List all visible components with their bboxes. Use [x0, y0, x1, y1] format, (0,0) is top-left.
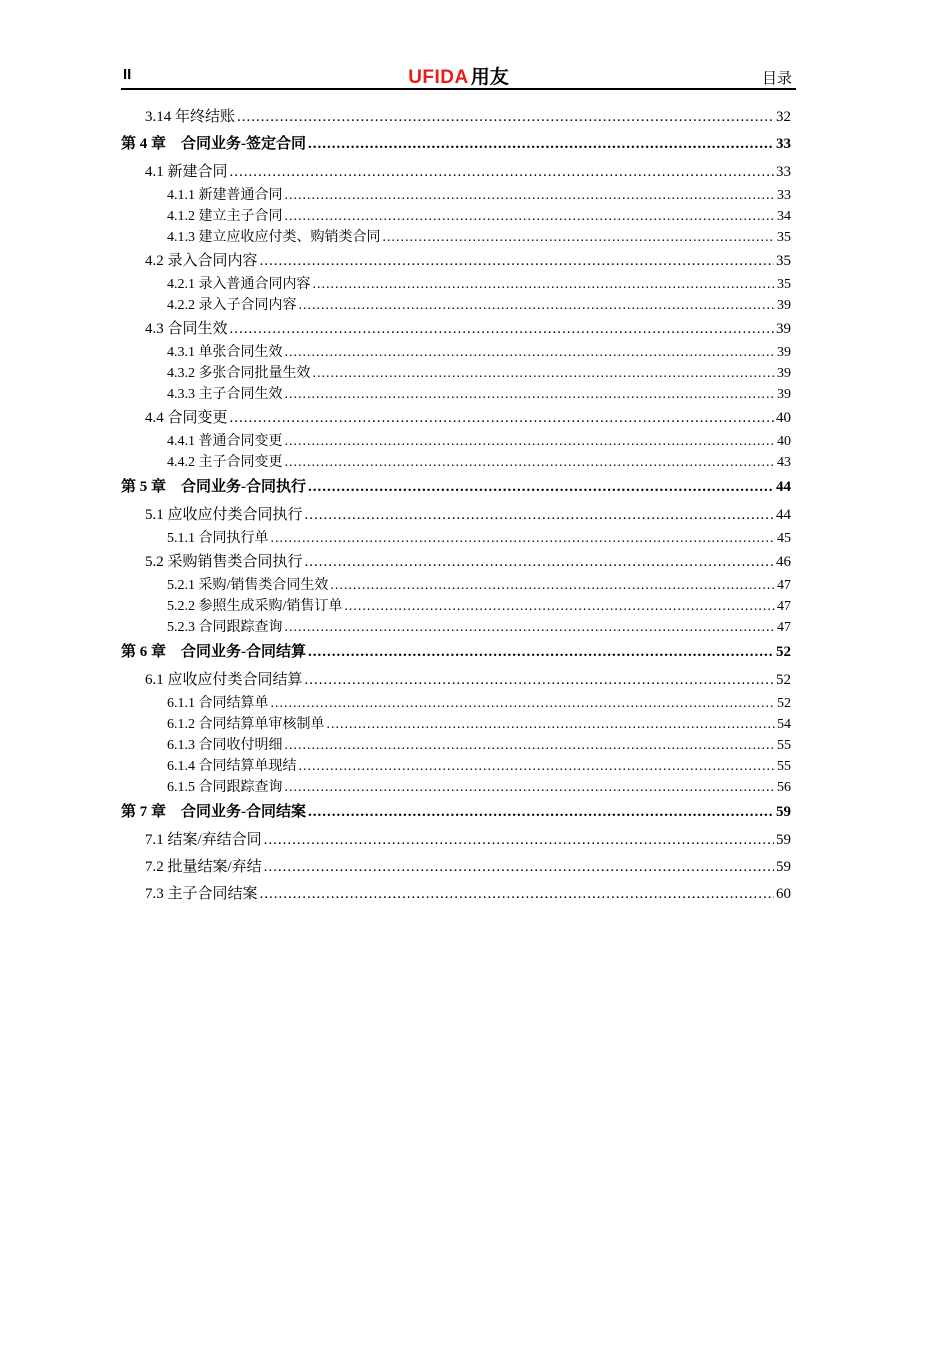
toc-dot-leader — [305, 667, 774, 693]
toc-dot-leader — [308, 798, 774, 827]
toc-entry-title: 第 4 章 合同业务-签定合同 — [121, 136, 306, 152]
toc-entry-title: 第 7 章 合同业务-合同结案 — [121, 804, 306, 820]
toc-section-entry[interactable] — [121, 667, 791, 693]
toc-entry-title: 3.14 年终结账 — [145, 109, 236, 125]
toc-entry-page: 55 — [777, 738, 791, 753]
toc-chapter-entry[interactable] — [121, 130, 791, 159]
toc-subsection-entry[interactable] — [121, 596, 791, 617]
toc-entry-title: 4.3 合同生效 — [145, 321, 228, 337]
toc-entry-title: 6.1.5 合同跟踪查询 — [167, 780, 283, 795]
toc-section-entry[interactable] — [121, 827, 791, 854]
toc-dot-leader — [285, 206, 776, 227]
toc-entry-page: 32 — [776, 109, 791, 125]
toc-dot-leader — [327, 714, 776, 735]
toc-section-entry[interactable] — [121, 854, 791, 881]
toc-entry-page: 40 — [777, 434, 791, 449]
toc-entry-page: 52 — [777, 696, 791, 711]
header-section-title: 目录 — [761, 71, 792, 87]
toc-entry-title: 4.1.1 新建普通合同 — [167, 188, 283, 203]
toc-dot-leader — [230, 316, 774, 342]
page-header — [121, 60, 796, 90]
toc-dot-leader — [264, 854, 774, 881]
toc-section-entry[interactable] — [121, 881, 791, 908]
toc-entry-page: 35 — [777, 230, 791, 245]
table-of-contents — [121, 104, 791, 908]
toc-dot-leader — [285, 735, 776, 756]
toc-entry-page: 60 — [776, 886, 791, 902]
toc-entry-page: 39 — [777, 298, 791, 313]
toc-entry-page: 33 — [777, 188, 791, 203]
toc-dot-leader — [308, 473, 774, 502]
toc-dot-leader — [260, 881, 774, 908]
toc-dot-leader — [285, 384, 776, 405]
toc-entry-title: 4.1.3 建立应收应付类、购销类合同 — [167, 230, 381, 245]
toc-dot-leader — [308, 130, 774, 159]
toc-dot-leader — [313, 274, 776, 295]
toc-subsection-entry[interactable] — [121, 227, 791, 248]
toc-dot-leader — [285, 342, 776, 363]
toc-subsection-entry[interactable] — [121, 575, 791, 596]
toc-subsection-entry[interactable] — [121, 617, 791, 638]
toc-entry-page: 59 — [776, 804, 791, 820]
toc-entry-page: 34 — [777, 209, 791, 224]
toc-entry-title: 4.4.2 主子合同变更 — [167, 455, 283, 470]
toc-entry-title: 5.2.1 采购/销售类合同生效 — [167, 578, 329, 593]
toc-subsection-entry[interactable] — [121, 295, 791, 316]
toc-entry-page: 59 — [776, 832, 791, 848]
toc-dot-leader — [344, 596, 775, 617]
toc-dot-leader — [285, 452, 776, 473]
ufida-logo — [121, 62, 796, 89]
toc-entry-title: 4.2.2 录入子合同内容 — [167, 298, 297, 313]
toc-entry-title: 6.1.3 合同收付明细 — [167, 738, 283, 753]
toc-dot-leader — [299, 756, 776, 777]
toc-subsection-entry[interactable] — [121, 274, 791, 295]
toc-entry-page: 39 — [777, 345, 791, 360]
toc-subsection-entry[interactable] — [121, 363, 791, 384]
toc-chapter-entry[interactable] — [121, 638, 791, 667]
toc-entry-page: 44 — [776, 479, 791, 495]
toc-section-entry[interactable] — [121, 502, 791, 528]
toc-entry-title: 第 6 章 合同业务-合同结算 — [121, 644, 306, 660]
toc-entry-page: 56 — [777, 780, 791, 795]
toc-dot-leader — [285, 431, 776, 452]
toc-subsection-entry[interactable] — [121, 342, 791, 363]
toc-entry-page: 52 — [776, 672, 791, 688]
toc-dot-leader — [285, 617, 776, 638]
toc-chapter-entry[interactable] — [121, 798, 791, 827]
toc-entry-page: 52 — [776, 644, 791, 660]
toc-subsection-entry[interactable] — [121, 528, 791, 549]
toc-section-entry[interactable] — [121, 549, 791, 575]
toc-section-entry[interactable] — [121, 159, 791, 185]
toc-subsection-entry[interactable] — [121, 735, 791, 756]
toc-entry-page: 47 — [777, 620, 791, 635]
toc-entry-title: 7.3 主子合同结案 — [145, 886, 258, 902]
toc-dot-leader — [237, 104, 774, 130]
toc-entry-title: 4.2 录入合同内容 — [145, 253, 258, 269]
toc-entry-page: 47 — [777, 599, 791, 614]
toc-entry-title: 4.3.1 单张合同生效 — [167, 345, 283, 360]
toc-subsection-entry[interactable] — [121, 756, 791, 777]
toc-section-entry[interactable] — [121, 248, 791, 274]
toc-entry-title: 7.1 结案/弃结合同 — [145, 832, 262, 848]
toc-entry-page: 33 — [776, 164, 791, 180]
logo-brand-text: UFIDA — [408, 67, 469, 88]
toc-entry-title: 6.1.2 合同结算单审核制单 — [167, 717, 325, 732]
toc-entry-title: 4.1.2 建立主子合同 — [167, 209, 283, 224]
header-page-number: II — [123, 66, 132, 83]
toc-entry-page: 43 — [777, 455, 791, 470]
toc-entry-page: 39 — [776, 321, 791, 337]
toc-entry-page: 35 — [776, 253, 791, 269]
toc-dot-leader — [230, 405, 774, 431]
toc-entry-title: 5.2 采购销售类合同执行 — [145, 554, 303, 570]
toc-dot-leader — [305, 502, 774, 528]
toc-entry-title: 6.1.4 合同结算单现结 — [167, 759, 297, 774]
toc-entry-page: 33 — [776, 136, 791, 152]
logo-cn-text: 用友 — [470, 67, 509, 88]
toc-dot-leader — [313, 363, 776, 384]
toc-entry-title: 6.1 应收应付类合同结算 — [145, 672, 303, 688]
toc-entry-page: 45 — [777, 531, 791, 546]
toc-entry-title: 5.1.1 合同执行单 — [167, 531, 269, 546]
toc-dot-leader — [230, 159, 774, 185]
toc-chapter-entry[interactable] — [121, 473, 791, 502]
toc-dot-leader — [260, 248, 774, 274]
toc-entry-page: 55 — [777, 759, 791, 774]
toc-entry-title: 4.3.3 主子合同生效 — [167, 387, 283, 402]
toc-section-entry[interactable] — [121, 104, 791, 130]
toc-subsection-entry[interactable] — [121, 185, 791, 206]
toc-entry-title: 5.1 应收应付类合同执行 — [145, 507, 303, 523]
toc-dot-leader — [271, 528, 776, 549]
toc-subsection-entry[interactable] — [121, 777, 791, 798]
toc-section-entry[interactable] — [121, 316, 791, 342]
toc-entry-page: 40 — [776, 410, 791, 426]
toc-entry-title: 4.1 新建合同 — [145, 164, 228, 180]
toc-dot-leader — [264, 827, 774, 854]
toc-subsection-entry[interactable] — [121, 206, 791, 227]
toc-section-entry[interactable] — [121, 405, 791, 431]
toc-entry-title: 6.1.1 合同结算单 — [167, 696, 269, 711]
toc-dot-leader — [383, 227, 776, 248]
toc-dot-leader — [330, 575, 775, 596]
toc-dot-leader — [285, 777, 776, 798]
toc-entry-title: 4.4 合同变更 — [145, 410, 228, 426]
toc-entry-page: 46 — [776, 554, 791, 570]
toc-subsection-entry[interactable] — [121, 431, 791, 452]
toc-dot-leader — [305, 549, 774, 575]
toc-entry-title: 第 5 章 合同业务-合同执行 — [121, 479, 306, 495]
toc-entry-title: 5.2.3 合同跟踪查询 — [167, 620, 283, 635]
toc-entry-page: 59 — [776, 859, 791, 875]
toc-entry-page: 39 — [777, 366, 791, 381]
toc-dot-leader — [271, 693, 776, 714]
toc-entry-page: 54 — [777, 717, 791, 732]
toc-entry-page: 44 — [776, 507, 791, 523]
toc-subsection-entry[interactable] — [121, 384, 791, 405]
toc-subsection-entry[interactable] — [121, 714, 791, 735]
toc-dot-leader — [285, 185, 776, 206]
toc-entry-page: 35 — [777, 277, 791, 292]
toc-dot-leader — [308, 638, 774, 667]
toc-dot-leader — [299, 295, 776, 316]
toc-entry-title: 4.3.2 多张合同批量生效 — [167, 366, 311, 381]
toc-entry-page: 39 — [777, 387, 791, 402]
toc-entry-title: 4.2.1 录入普通合同内容 — [167, 277, 311, 292]
toc-subsection-entry[interactable] — [121, 452, 791, 473]
toc-entry-title: 5.2.2 参照生成采购/销售订单 — [167, 599, 343, 614]
toc-entry-title: 7.2 批量结案/弃结 — [145, 859, 262, 875]
toc-entry-page: 47 — [777, 578, 791, 593]
toc-subsection-entry[interactable] — [121, 693, 791, 714]
toc-entry-title: 4.4.1 普通合同变更 — [167, 434, 283, 449]
